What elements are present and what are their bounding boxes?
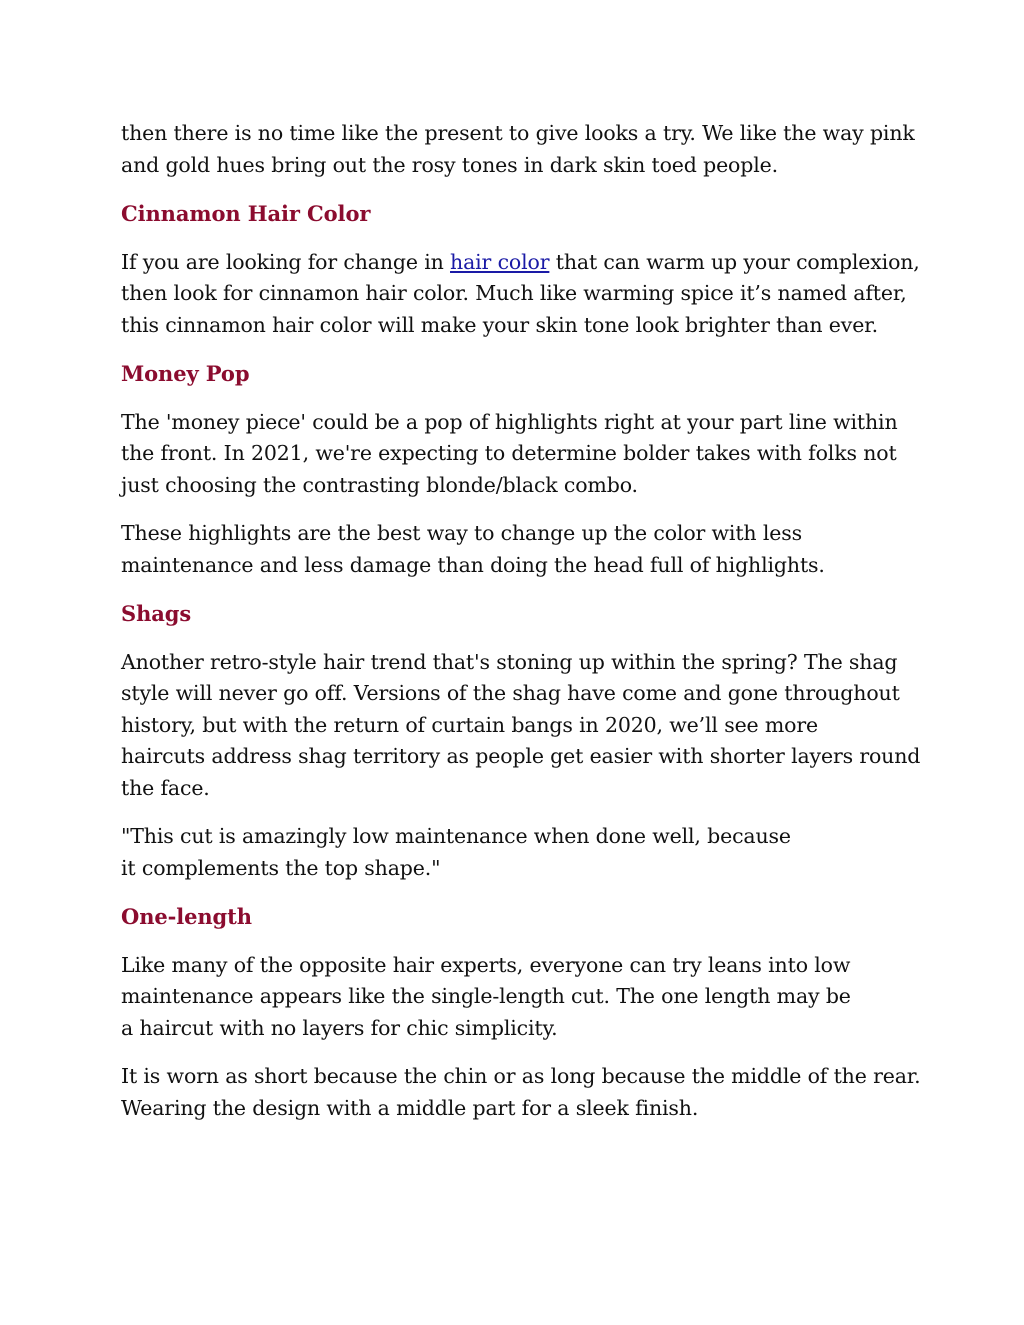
text-line: a haircut with no layers for chic simplicity. <box>121 1015 558 1040</box>
one-length-paragraph-1 <box>121 950 911 1045</box>
text-line: "This cut is amazingly low maintenance when done well, because <box>121 824 791 848</box>
text-line: then there is no time like the present to give looks a try. We like the way pink <box>121 121 915 145</box>
document-page <box>121 118 921 1141</box>
text-line: this cinnamon hair color will make your skin tone look brighter than ever. <box>121 312 878 337</box>
text-line: the front. In 2021, we're expecting to determine bolder takes with folks not <box>121 441 897 465</box>
text-line: The 'money piece' could be a pop of highlights right at your part line within <box>121 409 898 434</box>
intro-paragraph <box>121 118 915 181</box>
hair-color-link[interactable]: hair color <box>450 249 550 274</box>
text-line: Like many of the opposite hair experts, everyone can try leans into low <box>121 952 851 977</box>
text-line: history, but with the return of curtain bangs in 2020, we’ll see more <box>121 712 819 737</box>
text-line: maintenance and less damage than doing the head full of highlights. <box>121 552 825 577</box>
text-line: then look for cinnamon hair color. Much like warming spice it’s named after, <box>121 281 907 305</box>
one-length-paragraph-2 <box>121 1061 921 1124</box>
cinnamon-paragraph <box>121 247 920 342</box>
money-pop-paragraph-2 <box>121 518 911 581</box>
text-line: and gold hues bring out the rosy tones in dark skin toed people. <box>121 152 778 177</box>
text-line <box>121 247 920 279</box>
text-line: it complements the top shape." <box>121 855 441 880</box>
heading-cinnamon-hair-color: Cinnamon Hair Color <box>121 201 371 226</box>
text-line: Wearing the design with a middle part for a sleek finish. <box>121 1095 699 1120</box>
text-segment: If you are looking for change in <box>121 249 451 274</box>
text-line: haircuts address shag territory as people get easier with shorter layers round <box>121 744 921 768</box>
shags-paragraph-1 <box>121 647 921 805</box>
heading-shags: Shags <box>121 601 192 626</box>
text-line: maintenance appears like the single-length cut. The one length may be <box>121 984 851 1008</box>
text-line: style will never go off. Versions of the shag have come and gone throughout <box>121 681 900 705</box>
text-line: the face. <box>121 775 210 800</box>
text-line: Another retro-style hair trend that's stoning up within the spring? The shag <box>121 649 898 674</box>
money-pop-paragraph-1 <box>121 407 911 502</box>
text-line: It is worn as short because the chin or as long because the middle of the rear. <box>121 1064 921 1088</box>
text-line: These highlights are the best way to change up the color with less <box>121 521 802 545</box>
text-line: just choosing the contrasting blonde/black combo. <box>121 472 638 497</box>
heading-one-length: One-length <box>121 904 252 929</box>
shags-paragraph-2 <box>121 821 911 884</box>
text-segment: that can warm up your complexion, <box>549 249 920 274</box>
heading-money-pop: Money Pop <box>121 361 250 386</box>
